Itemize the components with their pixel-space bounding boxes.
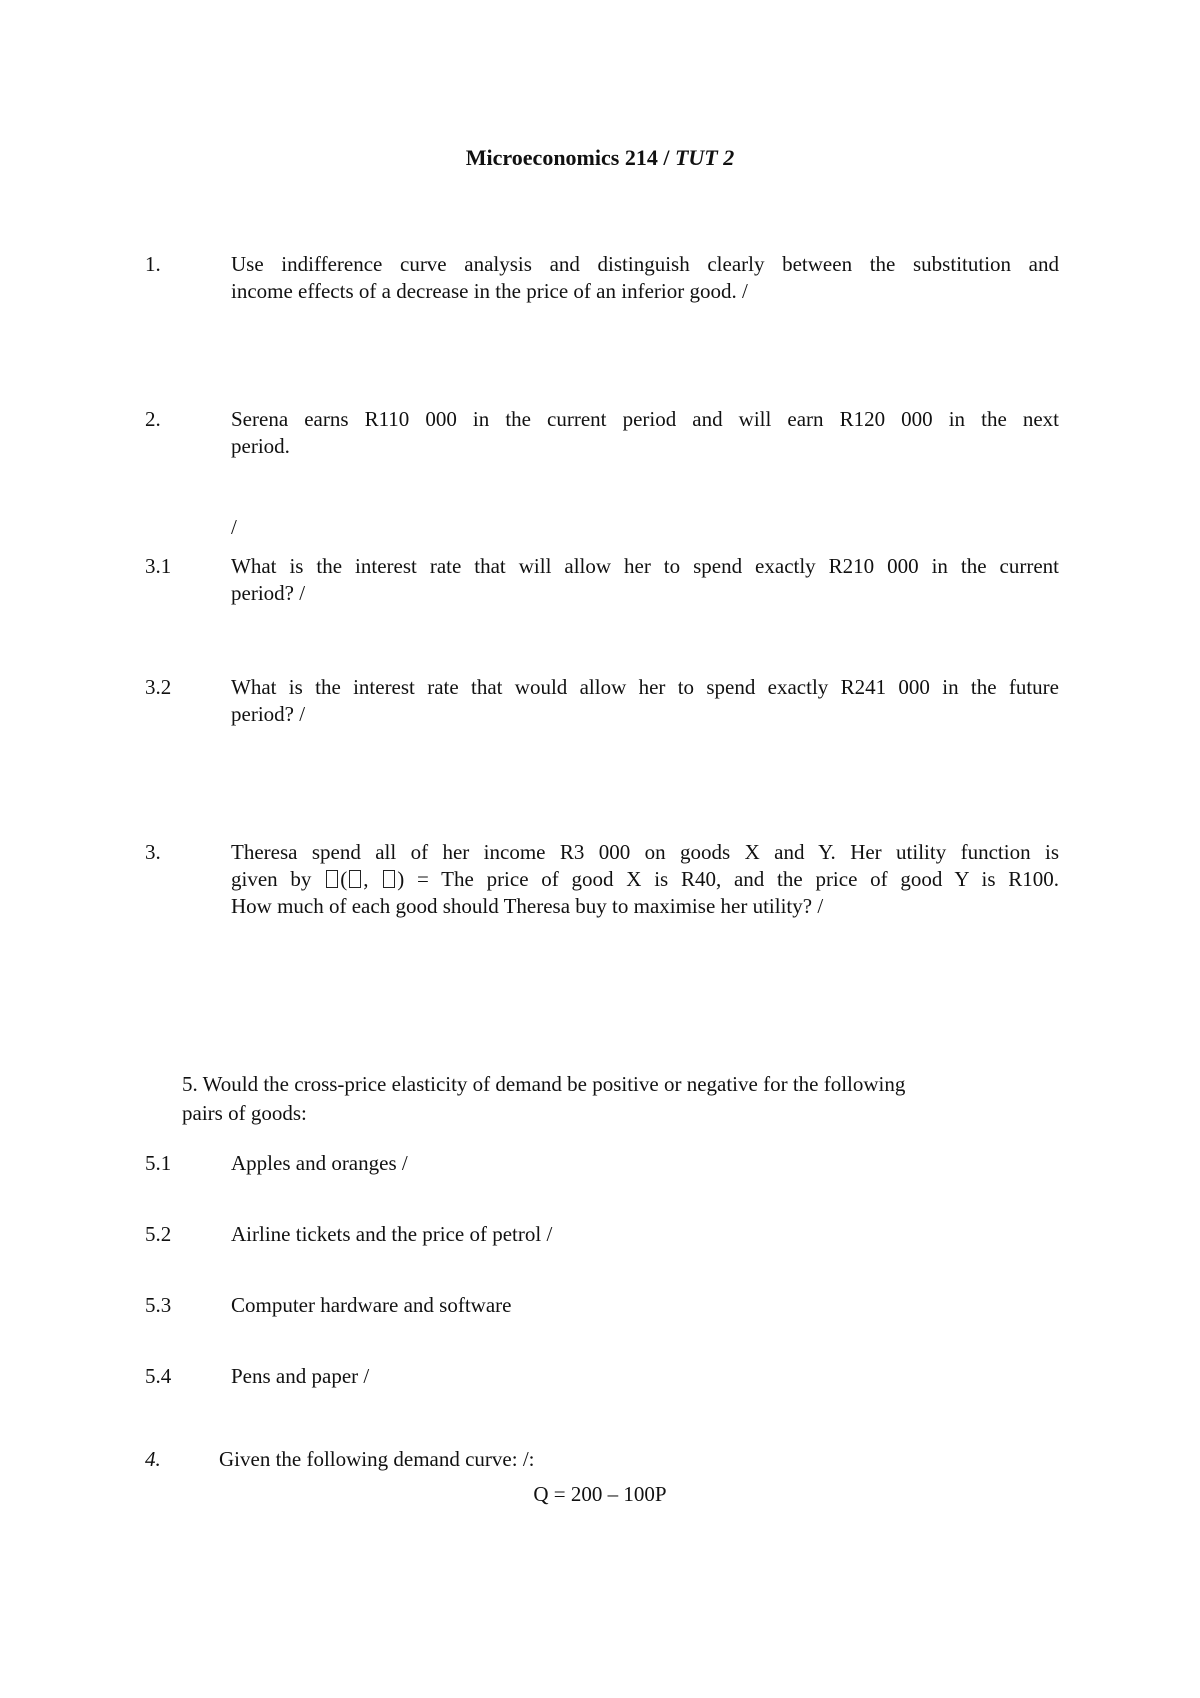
title-main: Microeconomics 214 / [465, 145, 675, 170]
utility-suffix: ) = The price of good X is R40, and the price of good Y is R100. [397, 867, 1060, 891]
utility-prefix: given by [231, 867, 312, 891]
question-number: 5.2 [145, 1222, 172, 1246]
question-line: How much of each good should Theresa buy to maximise her utility? / [231, 894, 824, 918]
page-title [0, 145, 1200, 171]
missing-glyph-icon [349, 870, 361, 888]
paren-open: ( [340, 867, 348, 891]
question-line-utility [231, 866, 1059, 893]
question-number: 5.1 [145, 1151, 172, 1175]
question-number: 5.3 [145, 1293, 172, 1317]
question-number: 3.1 [145, 554, 172, 578]
missing-glyph-icon [383, 870, 395, 888]
question-number: 2. [145, 407, 161, 431]
question-line: What is the interest rate that would allow her to spend exactly R241 000 in the future [231, 675, 1059, 699]
question-line: Theresa spend all of her income R3 000 on goods X and Y. Her utility function is [231, 840, 1059, 864]
comma: , [363, 867, 369, 891]
question-number: 1. [145, 252, 161, 276]
question-line: Airline tickets and the price of petrol / [231, 1222, 553, 1246]
question-line: income effects of a decrease in the price of an inferior good. / [231, 279, 748, 303]
question-line: Serena earns R110 000 in the current period and will earn R120 000 in the next [231, 407, 1059, 431]
question-number: 3.2 [145, 675, 172, 699]
question-line: Use indifference curve analysis and distinguish clearly between the substitution and [231, 252, 1059, 276]
question-line: Given the following demand curve: /: [219, 1447, 535, 1471]
slash-mark: / [231, 515, 237, 539]
question-number: 5.4 [145, 1364, 172, 1388]
question-text [231, 553, 1059, 607]
title-italic: TUT 2 [674, 145, 735, 170]
question-line: Pens and paper / [231, 1364, 370, 1388]
question-line: period? / [231, 581, 306, 605]
demand-equation: Q = 200 – 100P [533, 1482, 667, 1506]
question-text [231, 406, 1059, 460]
missing-glyph-icon [326, 870, 338, 888]
question-text [231, 839, 1059, 920]
question-5 [182, 1070, 1082, 1128]
question-line: period. [231, 434, 290, 458]
question-text [231, 251, 1059, 305]
question-line: 5. Would the cross-price elasticity of demand be positive or negative for the following [182, 1072, 906, 1096]
question-number: 3. [145, 840, 161, 864]
question-line: Apples and oranges / [231, 1151, 408, 1175]
question-line: What is the interest rate that will allow her to spend exactly R210 000 in the current [231, 554, 1059, 578]
question-line: period? / [231, 702, 306, 726]
question-text [231, 674, 1059, 728]
question-line: Computer hardware and software [231, 1293, 512, 1317]
question-number: 4. [145, 1447, 161, 1471]
question-line: pairs of goods: [182, 1101, 307, 1125]
